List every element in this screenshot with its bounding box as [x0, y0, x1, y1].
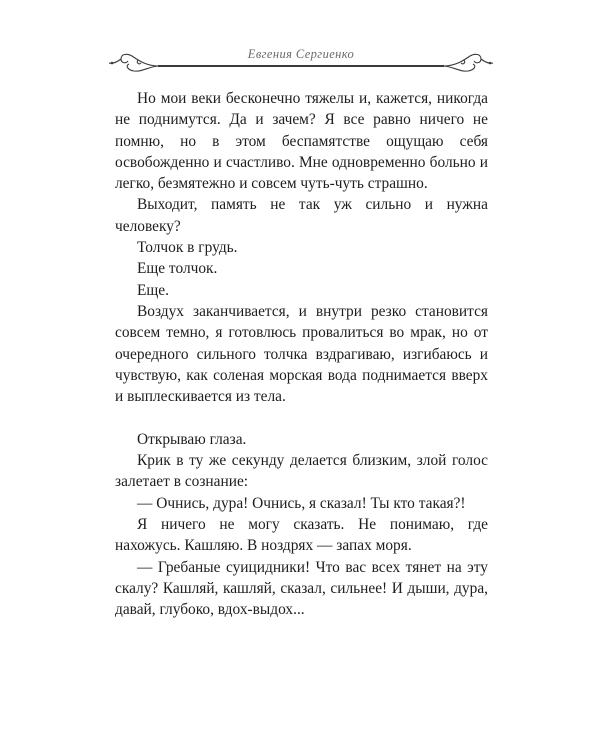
paragraph: Воздух заканчивается, и внутри резко становится совсем темно, я готовлюсь провалиться во мрак, но от очередного сильного толчка вздрагиваю, изгибаюсь и чувствую, как соленая морская вода поднимается вверх и выплескивается из тела. [115, 302, 488, 406]
paragraph: — Очнись, дура! Очнись, я сказал! Ты кто такая?! [137, 494, 466, 512]
running-header [108, 46, 494, 76]
body-text [115, 88, 488, 620]
running-title: Евгения Сергиенко [247, 47, 355, 61]
paragraph: Толчок в грудь. [137, 239, 238, 257]
paragraph: Выходит, память не так уж сильно и нужна человеку? [115, 196, 488, 235]
paragraph: — Гребаные суицидники! Что вас всех тянет на эту скалу? Кашляй, кашляй, сказал, сильнее! И дыши, дура, давай, глубоко, вдох-выдох... [115, 558, 488, 619]
paragraph: Открываю глаза. [137, 430, 247, 448]
section-break [115, 407, 488, 428]
paragraph: Но мои веки бесконечно тяжелы и, кажется, никогда не поднимутся. Да и зачем? Я все равно ничего не помню, но в этом беспамятстве ощущаю себя освобожденно и счастливо. Мне одновременно больно и легко, безмятежно и совсем чуть-чуть страшно. [115, 90, 488, 193]
paragraph: Еще. [137, 281, 169, 299]
paragraph: Крик в ту же секунду делается близким, злой голос залетает в сознание: [115, 452, 488, 491]
paragraph: Еще толчок. [137, 260, 218, 278]
paragraph: Я ничего не могу сказать. Не понимаю, где нахожусь. Кашляю. В ноздрях — запах моря. [115, 515, 488, 555]
